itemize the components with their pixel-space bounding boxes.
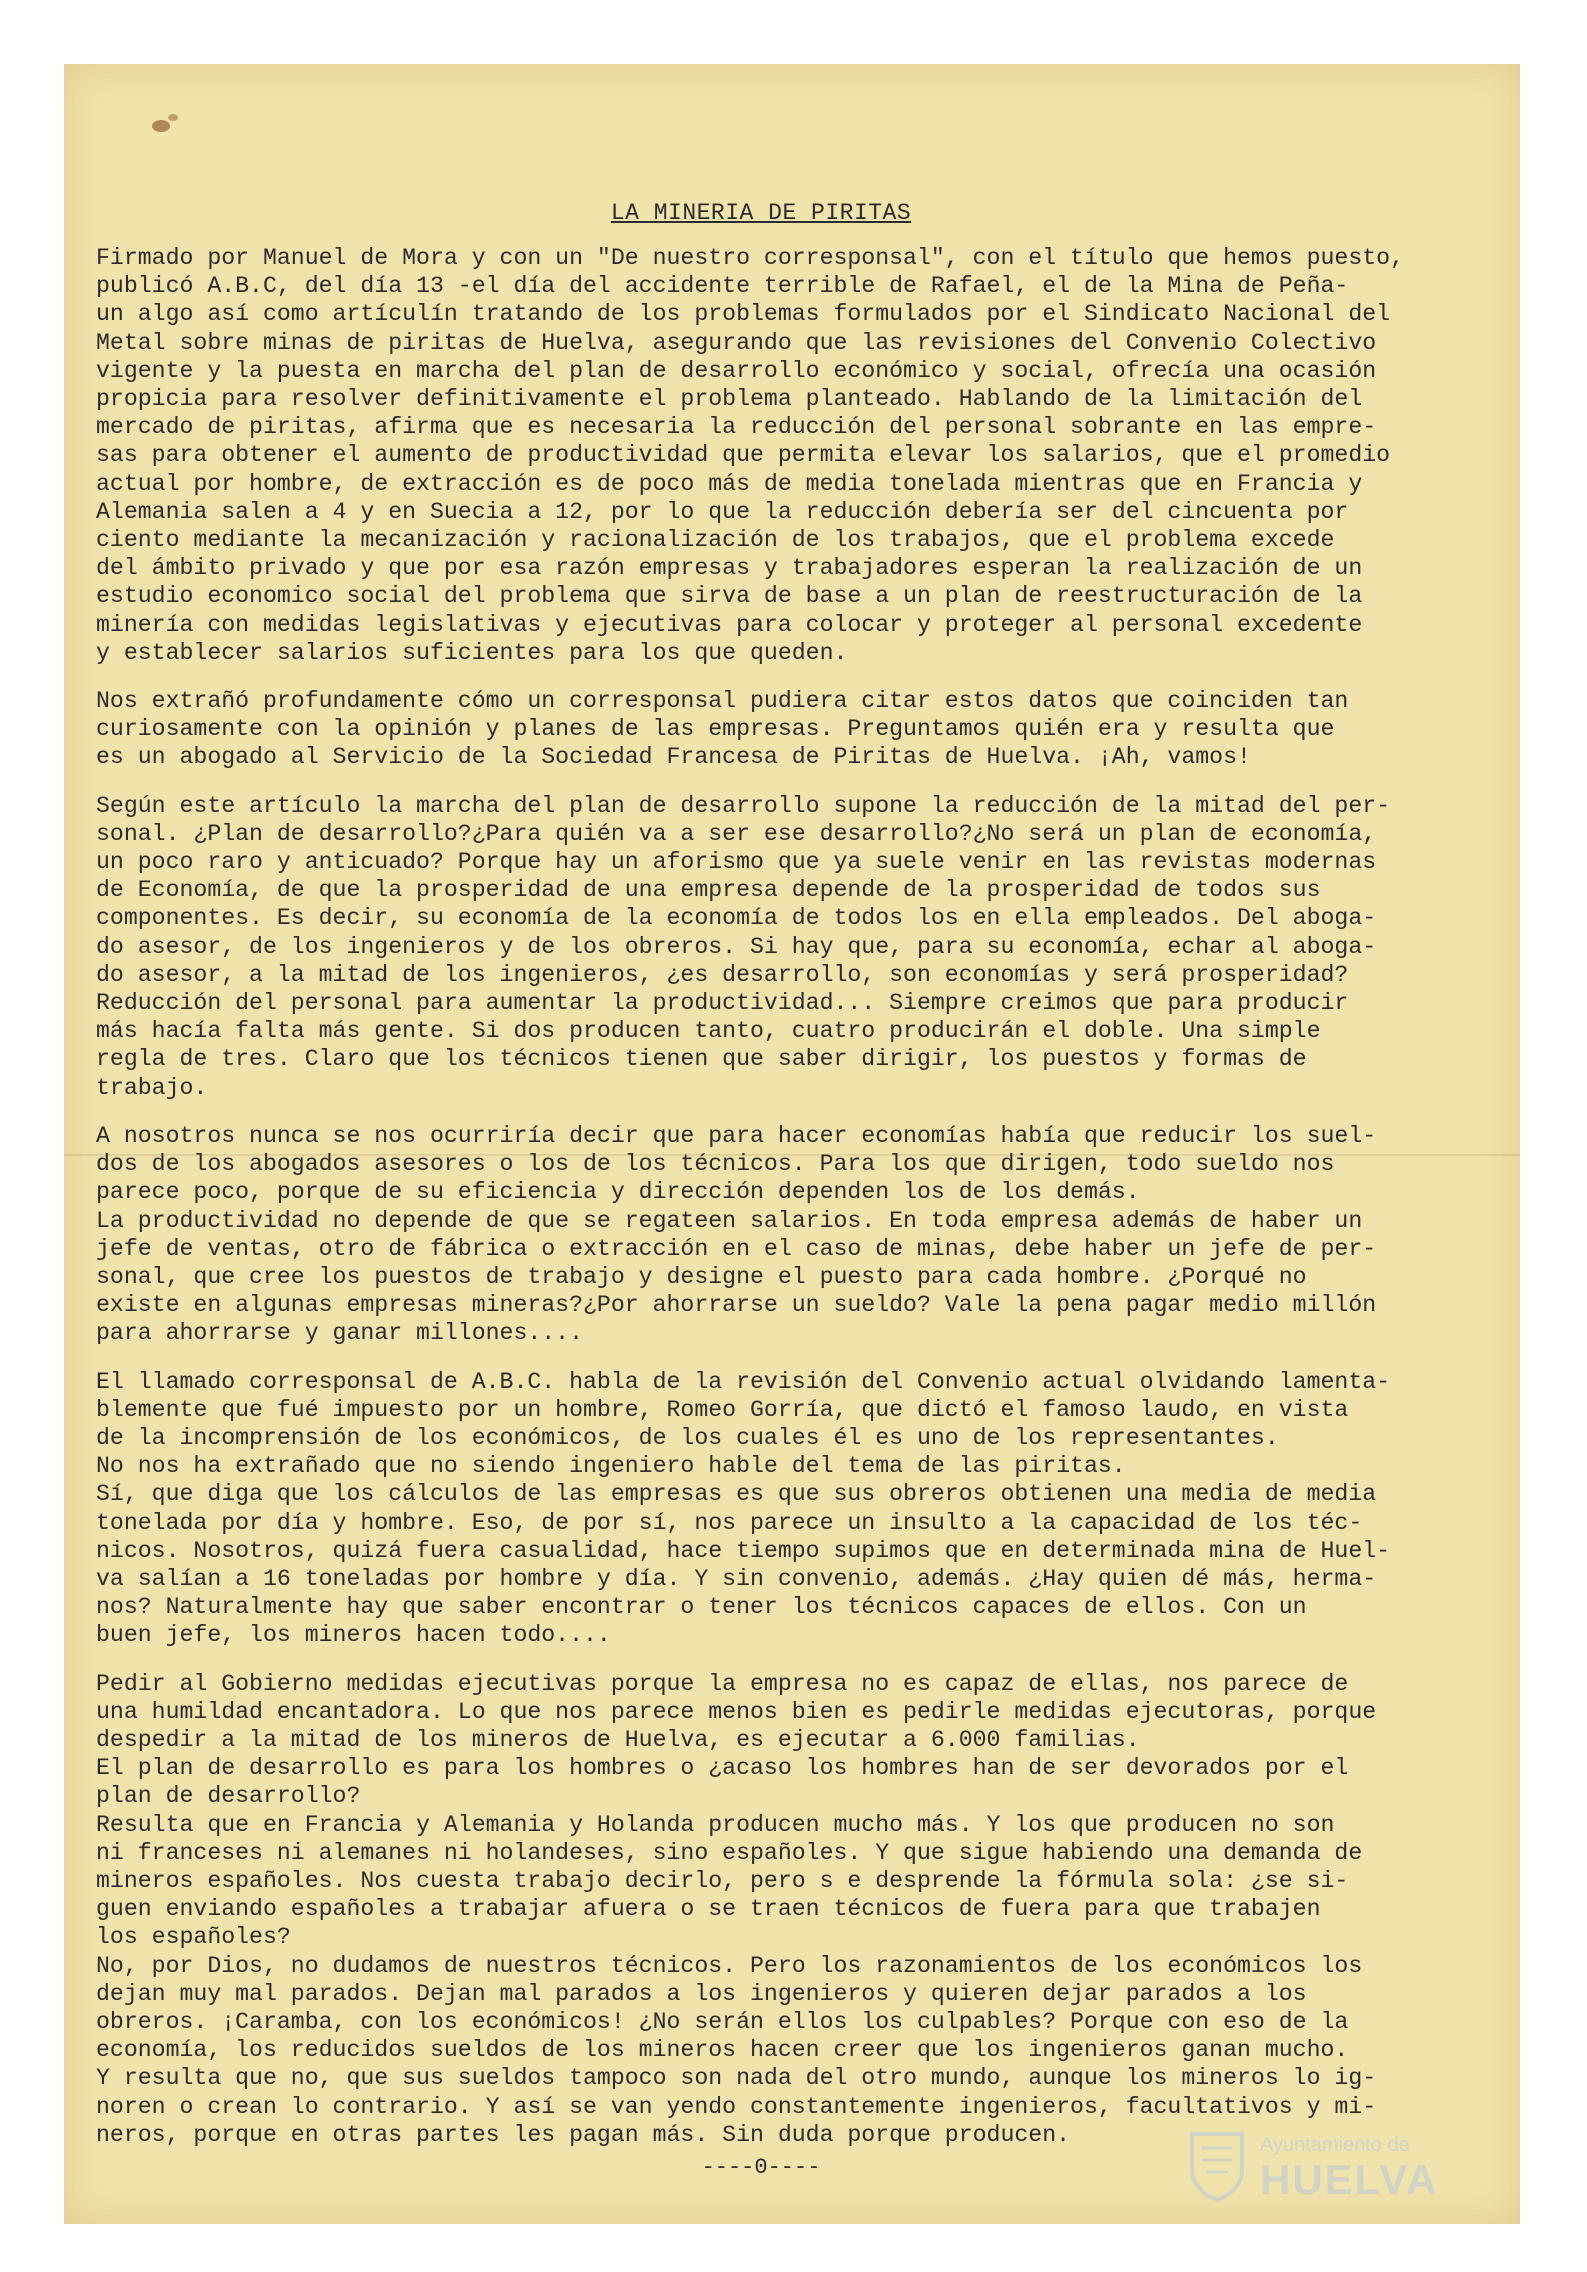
paragraph-4: A nosotros nunca se nos ocurriría decir que para hacer economías había que reducir los suel- dos de los abogados asesores o los de los técnicos. Para los que dirigen, todo sueldo nos parece poco, porque de su eficiencia y dirección dependen los de los demás. La productividad no depende de que se regateen salarios. En toda empresa además de haber un jefe de ventas, otro de fábrica o extracción en el caso de minas, debe haber un jefe de per- sonal, que cree los puestos de trabajo y designe el puesto para cada hombre. ¿Porqué no existe en algunas empresas mineras?¿Por ahorrarse un sueldo? Vale la pena pagar medio millón para ahorrarse y ganar millones....	[96, 1122, 1377, 1347]
shield-icon	[1188, 2130, 1246, 2202]
paragraph-2: Nos extrañó profundamente cómo un corresponsal pudiera citar estos datos que coinciden tan curiosamente con la opinión y planes de las empresas. Preguntamos quién era y resulta que es un abogado al Servicio de la Sociedad Francesa de Piritas de Huelva. ¡Ah, vamos!	[96, 688, 1349, 771]
end-separator: ----0----	[701, 2155, 821, 2180]
rust-stain-small	[168, 114, 178, 121]
paragraph-3: Según este artículo la marcha del plan de desarrollo supone la reducción de la mitad del per- sonal. ¿Plan de desarrollo?¿Para quién va a ser ese desarrollo?¿No será un plan de economía, un poco raro y anticuado? Porque hay un aforismo que ya suele venir en las revistas modernas de Economía, de que la prosperidad de una empresa depende de la prosperidad de todos sus componentes. Es decir, su economía de la economía de todos los en ella empleados. Del aboga- do asesor, de los ingenieros y de los obreros. Si hay que, para su economía, echar al aboga- do asesor, a la mitad de los ingenieros, ¿es desarrollo, son economías y será prosperidad? Reducción del personal para aumentar la productividad... Siempre creimos que para producir más hacía falta más gente. Si dos producen tanto, cuatro producirán el doble. Una simple regla de tres. Claro que los técnicos tienen que saber dirigir, los puestos y formas de trabajo.	[96, 792, 1391, 1101]
paragraph-1: Firmado por Manuel de Mora y con un "De nuestro corresponsal", con el título que hemos puesto, publicó A.B.C, del día 13 -el día del accidente terrible de Rafael, el de la Mina de Peña- un algo así como artículín tratando de los problemas formulados por el Sindicato Nacional del Metal sobre minas de piritas de Huelva, asegurando que las revisiones del Convenio Colectivo vigente y la puesta en marcha del plan de desarrollo económico y social, ofrecía una ocasión propicia para resolver definitivamente el problema planteado. Hablando de la limitación del mercado de piritas, afirma que es necesaria la reducción del personal sobrante en las empre- sas para obtener el aumento de productividad que permita elevar los salarios, que el promedio actual por hombre, de extracción es de poco más de media tonelada mientras que en Francia y Alemania salen a 4 y en Suecia a 12, por lo que la reducción debería ser del cincuenta por ciento mediante la mecanización y racionalización de los trabajos, que el problema excede del ámbito privado y que por esa razón empresas y trabajadores esperan la realización de un estudio economico social del problema que sirva de base a un plan de reestructuración de la minería con medidas legislativas y ejecutivas para colocar y proteger al personal excedente y establecer salarios suficientes para los que queden.	[96, 245, 1404, 666]
document-title: LA MINERIA DE PIRITAS	[610, 200, 912, 226]
watermark-line1: Ayuntamiento de	[1260, 2134, 1410, 2156]
watermark-line2: HUELVA	[1260, 2156, 1439, 2203]
paragraph-5: El llamado corresponsal de A.B.C. habla de la revisión del Convenio actual olvidando lamenta- blemente que fué impuesto por un hombre, Romeo Gorría, que dictó el famoso laudo, en vista de la incomprensión de los económicos, de los cuales él es uno de los representantes. No nos ha extrañado que no siendo ingeniero hable del tema de las piritas. Sí, que diga que los cálculos de las empresas es que sus obreros obtienen una media de media tonelada por día y hombre. Eso, de por sí, nos parece un insulto a la capacidad de los téc- nicos. Nosotros, quizá fuera casualidad, hace tiempo supimos que en determinada mina de Huel- va salían a 16 toneladas por hombre y día. Y sin convenio, además. ¿Hay quien dé más, herma- nos? Naturalmente hay que saber encontrar o tener los técnicos capaces de ellos. Con un buen jefe, los mineros hacen todo....	[96, 1368, 1391, 1649]
document-body	[96, 130, 1426, 2180]
watermark-logo	[1188, 2130, 1518, 2210]
paragraph-6: Pedir al Gobierno medidas ejecutivas porque la empresa no es capaz de ellas, nos parece de una humildad encantadora. Lo que nos parece menos bien es pedirle medidas ejecutoras, porque despedir a la mitad de los mineros de Huelva, es ejecutar a 6.000 familias. El plan de desarrollo es para los hombres o ¿acaso los hombres han de ser devorados por el plan de desarrollo? Resulta que en Francia y Alemania y Holanda producen mucho más. Y los que producen no son ni franceses ni alemanes ni holandeses, sino españoles. Y que sigue habiendo una demanda de mineros españoles. Nos cuesta trabajo decirlo, pero s e desprende la fórmula sola: ¿se si- guen enviando españoles a trabajar afuera o se traen técnicos de fuera para que trabajen los españoles? No, por Dios, no dudamos de nuestros técnicos. Pero los razonamientos de los económicos los dejan muy mal parados. Dejan mal parados a los ingenieros y quieren dejar parados a los obreros. ¡Caramba, con los económicos! ¿No serán ellos los culpables? Porque con eso de la economía, los reducidos sueldos de los mineros hacen creer que los ingenieros ganan mucho. Y resulta que no, que sus sueldos tampoco son nada del otro mundo, aunque los mineros lo ig- noren o crean lo contrario. Y así se van yendo constantemente ingenieros, facultativos y mi- neros, porque en otras partes les pagan más. Sin duda porque producen.	[96, 1670, 1377, 2148]
